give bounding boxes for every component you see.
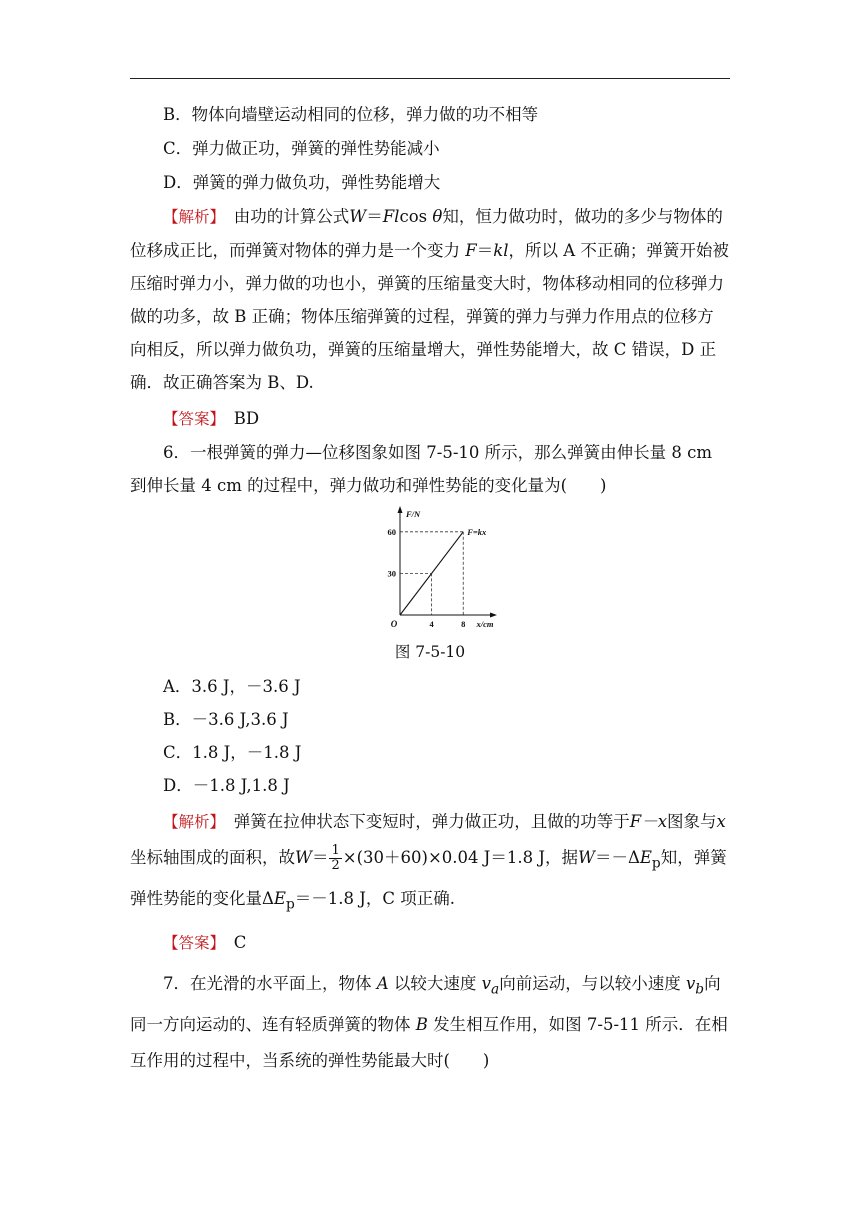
y-axis-arrow xyxy=(398,506,403,513)
question-7: 7．在光滑的水平面上，物体 A 以较大速度 $v_a$向前运动，与以较小速度 $v_b$向同一方向运动的、连有轻质弹簧的物体 B 发生相互作用，如图 7-5-11 所示．在相互作用的过程中，当系统的弹性势能最大时( ) xyxy=(130,974,728,1071)
option-d: D．弹簧的弹力做负功，弹性势能增大 xyxy=(163,173,441,192)
option-c: C．弹力做正功，弹簧的弹性势能减小 xyxy=(163,139,440,158)
option-c: C．1.8 J，－1.8 J xyxy=(163,743,302,762)
series-label: F=kx xyxy=(467,526,487,537)
analysis-tag: 【解析】 xyxy=(163,208,218,226)
x-axis-arrow xyxy=(490,613,497,618)
y-tick-label: 60 xyxy=(387,526,396,537)
answer-q6 xyxy=(130,926,730,960)
answer-value: BD xyxy=(233,409,260,428)
force-displacement-chart xyxy=(350,505,510,635)
option-a: A．3.6 J，－3.6 J xyxy=(163,677,301,696)
option-b: B．物体向墙壁运动相同的位移，弹力做的功不相等 xyxy=(163,105,539,124)
y-tick-label: 30 xyxy=(387,568,396,579)
analysis-q5: 【解析】 由功的计算公式W＝Flcos θ知，恒力做功时，做功的多少与物体的位移成正比，而弹簧对物体的弹力是一个变力 F＝kl，所以 A 不正确；弹簧开始被压缩时弹力小，弹力做的功也小，弹簧的压缩量变大时，物体移动相同的位移弹力做的功多，故 B 正确；物体压缩弹簧的过程，弹簧的弹力与弹力作用点的位移方向相反，所以弹力做负功，弹簧的压缩量增大，弹性势能增大，故 C 错误，D 正确．故正确答案为 B、D. xyxy=(130,207,729,392)
y-axis-label: F/N xyxy=(406,509,421,519)
analysis-tag: 【解析】 xyxy=(163,813,218,831)
x-axis-label: x/cm xyxy=(476,619,494,629)
question-6: 6．一根弹簧的弹力—位移图象如图 7-5-10 所示，那么弹簧由伸长量 8 cm 到伸长量 4 cm 的过程中，弹力做功和弹性势能的变化量为( ) xyxy=(130,443,713,495)
answer-q5 xyxy=(130,402,730,436)
option-b: B．－3.6 J,3.6 J xyxy=(163,710,289,729)
fraction: $\frac{1}{2}$ xyxy=(331,843,340,873)
x-tick-label: 4 xyxy=(429,619,434,629)
option-d: D．－1.8 J,1.8 J xyxy=(163,776,290,795)
figure-caption: 图 7-5-10 xyxy=(394,643,466,661)
analysis-q6: 【解析】 弹簧在拉伸状态下变短时，弹力做正功，且做的功等于F－x图象与x坐标轴围成的面积，故W＝ $\frac{1}{2}$ ×(30＋60)×0.04 J＝1.8 J，据$W=-\Delta E_p$知，弹簧弹性势能的变化量$\Delta E_p=-1.8$ J，C 项正确. xyxy=(130,812,727,913)
origin-label: O xyxy=(390,619,398,629)
answer-tag: 【答案】 xyxy=(163,934,218,952)
header-rule xyxy=(130,78,730,79)
x-tick-label: 8 xyxy=(461,619,466,629)
answer-value: C xyxy=(233,933,247,952)
answer-tag: 【答案】 xyxy=(163,410,218,428)
